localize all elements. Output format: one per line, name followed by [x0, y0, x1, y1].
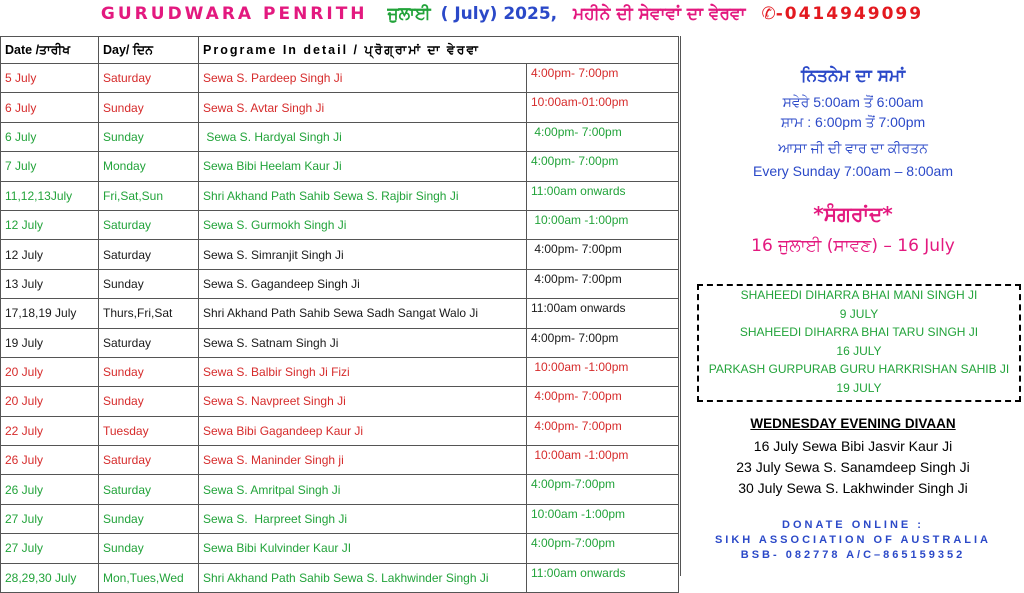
cell-time: 4:00pm- 7:00pm — [527, 64, 679, 93]
cell-day: Sunday — [99, 357, 199, 386]
cell-time: 10:00am -1:00pm — [527, 446, 679, 475]
cell-day: Fri,Sat,Sun — [99, 181, 199, 210]
cell-time: 10:00am-01:00pm — [527, 93, 679, 122]
table-row — [1, 152, 679, 181]
cell-date: 11,12,13July — [1, 181, 99, 210]
cell-program: Sewa S. Simranjit Singh Ji — [199, 240, 527, 269]
cell-day: Sunday — [99, 534, 199, 563]
table-row — [1, 181, 679, 210]
cell-time: 10:00am -1:00pm — [527, 357, 679, 386]
cell-time: 4:00pm-7:00pm — [527, 534, 679, 563]
cell-program: Sewa S. Satnam Singh Ji — [199, 328, 527, 357]
cell-time: 4:00pm-7:00pm — [527, 475, 679, 504]
cell-program: Sewa Bibi Heelam Kaur Ji — [199, 152, 527, 181]
cell-day: Saturday — [99, 210, 199, 239]
cell-day: Sunday — [99, 93, 199, 122]
donate-org: SIKH ASSOCIATION OF AUSTRALIA — [714, 534, 992, 546]
cell-program: Sewa S. Harpreet Singh Ji — [199, 504, 527, 533]
cell-time: 4:00pm- 7:00pm — [527, 240, 679, 269]
subtitle-punjabi: ਮਹੀਨੇ ਦੀ ਸੇਵਾਵਾਂ ਦਾ ਵੇਰਵਾ — [573, 4, 746, 24]
nitnem-evening: ਸ਼ਾਮ : 6:00pm ਤੋਂ 7:00pm — [780, 114, 926, 130]
table-row — [1, 299, 679, 328]
cell-program: Sewa S. Maninder Singh ji — [199, 446, 527, 475]
event-line: PARKASH GURPURAB GURU HARKRISHAN SAHIB JI — [708, 362, 1010, 376]
header-day: Day/ ਦਿਨ — [99, 37, 199, 64]
cell-day: Sunday — [99, 504, 199, 533]
cell-program: Sewa Bibi Kulvinder Kaur JI — [199, 534, 527, 563]
cell-day: Saturday — [99, 475, 199, 504]
cell-day: Thurs,Fri,Sat — [99, 299, 199, 328]
cell-date: 27 July — [1, 534, 99, 563]
cell-date: 28,29,30 July — [1, 563, 99, 592]
phone-number: -0414949099 — [775, 4, 924, 24]
cell-time: 10:00am -1:00pm — [527, 210, 679, 239]
asa-di-vaar-time: Every Sunday 7:00am – 8:00am — [752, 163, 953, 179]
cell-day: Tuesday — [99, 416, 199, 445]
cell-program: Sewa S. Amritpal Singh Ji — [199, 475, 527, 504]
cell-time: 4:00pm- 7:00pm — [527, 152, 679, 181]
cell-time: 4:00pm- 7:00pm — [527, 416, 679, 445]
cell-time: 4:00pm- 7:00pm — [527, 269, 679, 298]
event-line: 9 JULY — [839, 306, 879, 321]
cell-day: Sunday — [99, 387, 199, 416]
cell-time: 10:00am -1:00pm — [527, 504, 679, 533]
cell-program: Shri Akhand Path Sahib Sewa S. Lakhwinder Singh Ji — [199, 563, 527, 592]
cell-time: 4:00pm- 7:00pm — [527, 387, 679, 416]
nitnem-title: ਨਿਤਨੇਮ ਦਾ ਸਮਾਂ — [800, 66, 906, 86]
cell-date: 5 July — [1, 64, 99, 93]
cell-day: Mon,Tues,Wed — [99, 563, 199, 592]
cell-day: Sunday — [99, 122, 199, 151]
phone-icon: ✆ — [761, 4, 776, 24]
donate-bank: BSB- 082778 A/C–865159352 — [740, 549, 966, 561]
wednesday-sewa-line: 16 July Sewa Bibi Jasvir Kaur Ji — [753, 438, 953, 454]
cell-program: Sewa Bibi Gagandeep Kaur Ji — [199, 416, 527, 445]
table-row — [1, 475, 679, 504]
nitnem-morning: ਸਵੇਰੇ 5:00am ਤੋਂ 6:00am — [782, 94, 924, 110]
special-events-box — [697, 284, 1021, 402]
cell-program: Sewa S. Pardeep Singh Ji — [199, 64, 527, 93]
wednesday-sewa-line: 30 July Sewa S. Lakhwinder Singh Ji — [738, 480, 968, 496]
cell-date: 12 July — [1, 240, 99, 269]
table-header-row — [1, 37, 679, 64]
table-row — [1, 563, 679, 592]
month-punjabi: ਜੁਲਾਈ — [387, 4, 431, 24]
table-row — [1, 416, 679, 445]
schedule-table — [0, 36, 679, 593]
page-title — [0, 4, 1024, 24]
cell-program: Shri Akhand Path Sahib Sewa S. Rajbir Singh Ji — [199, 181, 527, 210]
cell-time: 11:00am onwards — [527, 299, 679, 328]
event-line: SHAHEEDI DIHARRA BHAI TARU SINGH JI — [739, 325, 979, 339]
cell-date: 20 July — [1, 387, 99, 416]
table-row — [1, 210, 679, 239]
cell-date: 26 July — [1, 446, 99, 475]
cell-program: Sewa S. Hardyal Singh Ji — [199, 122, 527, 151]
cell-program: Sewa S. Gurmokh Singh Ji — [199, 210, 527, 239]
wednesday-sewa-line: 23 July Sewa S. Sanamdeep Singh Ji — [736, 459, 970, 475]
cell-day: Saturday — [99, 240, 199, 269]
cell-day: Saturday — [99, 328, 199, 357]
cell-program: Sewa S. Gagandeep Singh Ji — [199, 269, 527, 298]
table-row — [1, 240, 679, 269]
cell-date: 7 July — [1, 152, 99, 181]
table-row — [1, 387, 679, 416]
table-row — [1, 504, 679, 533]
month-english: ( July) 2025, — [440, 4, 558, 24]
cell-day: Sunday — [99, 269, 199, 298]
table-row — [1, 122, 679, 151]
cell-time: 11:00am onwards — [527, 563, 679, 592]
donate-title: DONATE ONLINE : — [782, 519, 924, 531]
cell-date: 26 July — [1, 475, 99, 504]
cell-day: Saturday — [99, 446, 199, 475]
info-panel — [680, 36, 1024, 576]
cell-date: 6 July — [1, 122, 99, 151]
table-row — [1, 357, 679, 386]
table-row — [1, 328, 679, 357]
event-line: SHAHEEDI DIHARRA BHAI MANI SINGH JI — [740, 288, 978, 302]
table-row — [1, 64, 679, 93]
event-line: 19 JULY — [836, 380, 882, 395]
cell-date: 22 July — [1, 416, 99, 445]
cell-day: Monday — [99, 152, 199, 181]
cell-date: 27 July — [1, 504, 99, 533]
cell-program: Sewa S. Avtar Singh Ji — [199, 93, 527, 122]
cell-date: 20 July — [1, 357, 99, 386]
cell-time: 4:00pm- 7:00pm — [527, 328, 679, 357]
header-program: Programe In detail / ਪ੍ਰੋਗ੍ਰਾਮਾਂ ਦਾ ਵੇਰਵਾ — [199, 37, 679, 64]
table-row — [1, 93, 679, 122]
cell-day: Saturday — [99, 64, 199, 93]
cell-date: 17,18,19 July — [1, 299, 99, 328]
cell-date: 13 July — [1, 269, 99, 298]
sangrand-title: *ਸੰਗਰਾਂਦ* — [813, 202, 893, 226]
cell-time: 4:00pm- 7:00pm — [527, 122, 679, 151]
sangrand-date: 16 ਜੁਲਾਈ (ਸਾਵਣ) – 16 July — [751, 236, 955, 256]
cell-program: Sewa S. Navpreet Singh Ji — [199, 387, 527, 416]
asa-di-vaar-title: ਆਸਾ ਜੀ ਦੀ ਵਾਰ ਦਾ ਕੀਰਤਨ — [778, 140, 928, 156]
table-row — [1, 446, 679, 475]
cell-program: Shri Akhand Path Sahib Sewa Sadh Sangat Walo Ji — [199, 299, 527, 328]
schedule-body — [1, 64, 679, 593]
cell-date: 19 July — [1, 328, 99, 357]
gurudwara-name: GURUDWARA PENRITH — [100, 4, 368, 24]
cell-date: 6 July — [1, 93, 99, 122]
table-row — [1, 269, 679, 298]
cell-date: 12 July — [1, 210, 99, 239]
wednesday-divaan-title: WEDNESDAY EVENING DIVAAN — [750, 416, 956, 431]
header-date: Date /ਤਾਰੀਖ — [1, 37, 99, 64]
event-line: 16 JULY — [836, 343, 882, 358]
cell-program: Sewa S. Balbir Singh Ji Fizi — [199, 357, 527, 386]
cell-time: 11:00am onwards — [527, 181, 679, 210]
table-row — [1, 534, 679, 563]
